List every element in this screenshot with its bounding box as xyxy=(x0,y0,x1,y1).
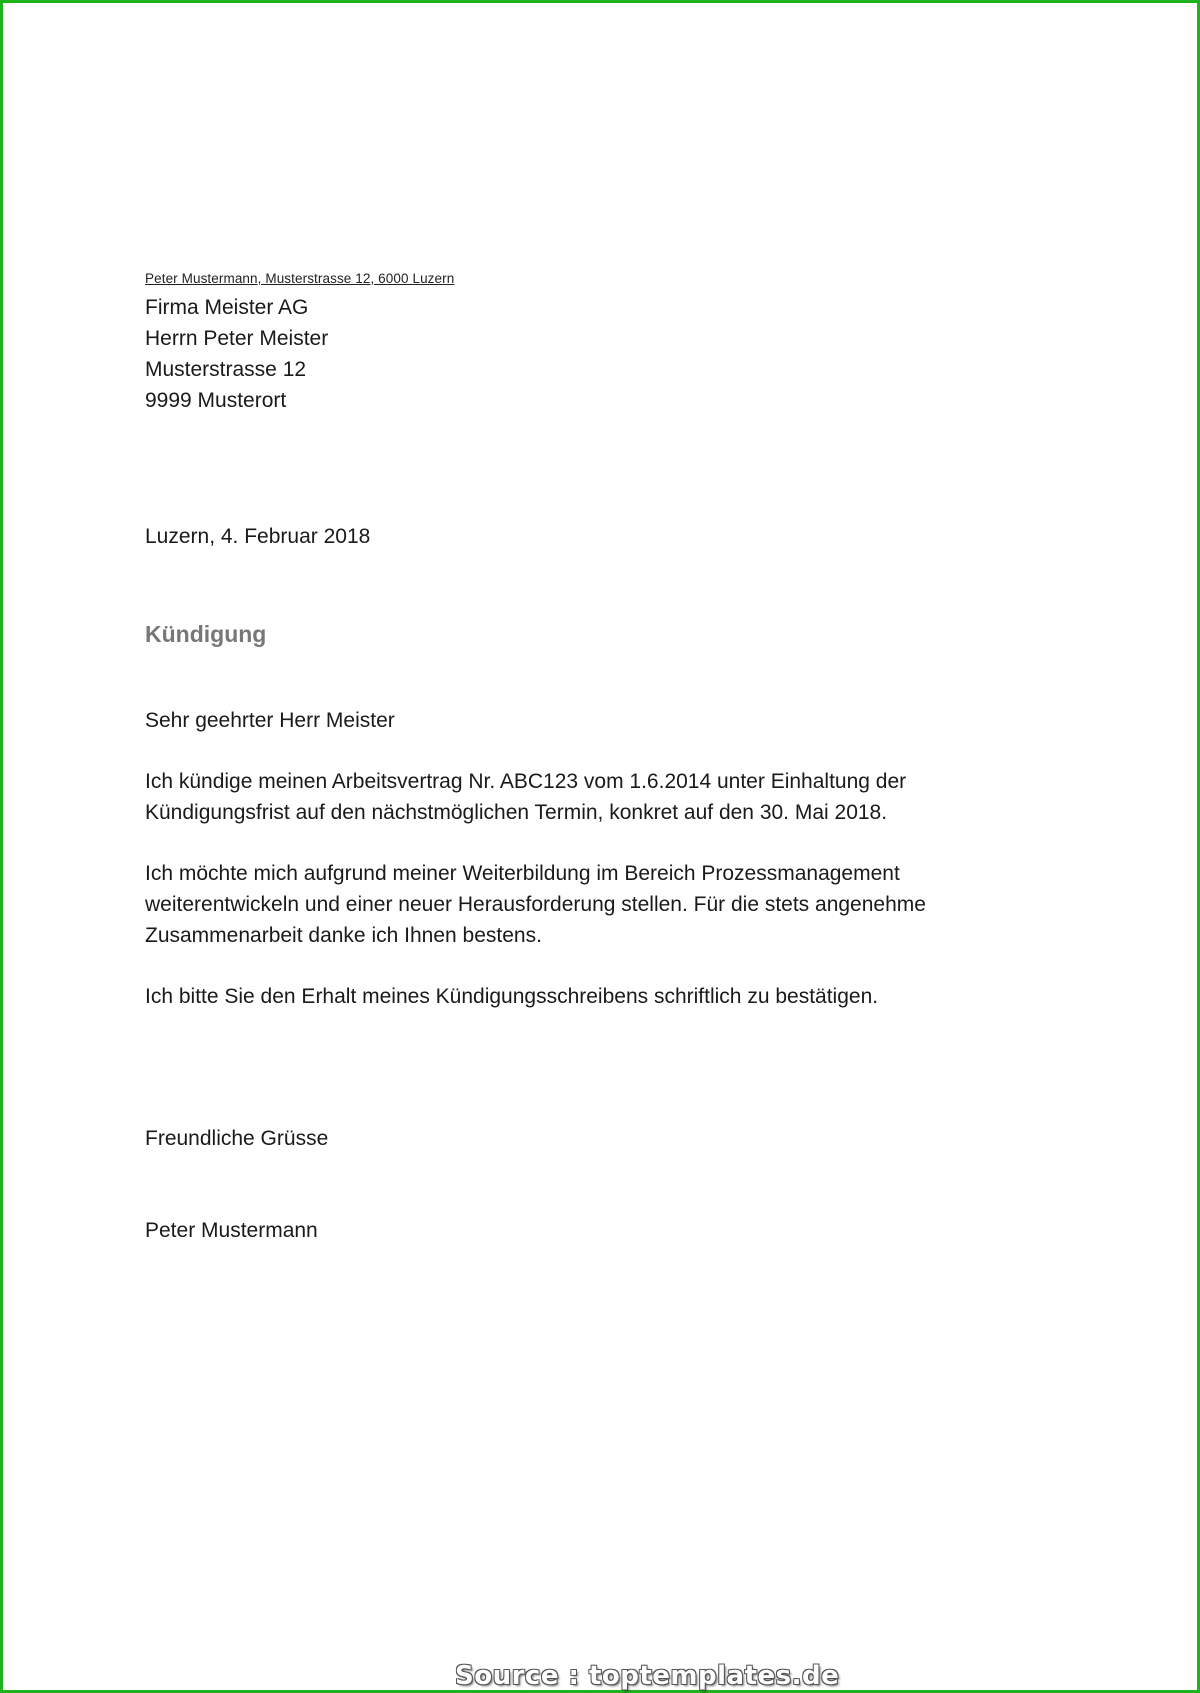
subject-heading: Kündigung xyxy=(145,621,267,647)
body-paragraph: Ich möchte mich aufgrund meiner Weiterbildung im Bereich Prozessmanagement weiterentwickeln und einer neuer Herausforderung stellen. Für die stets angenehme Zusammenarbeit danke ich Ihnen bestens. xyxy=(145,862,926,947)
recipient-street: Musterstrasse 12 xyxy=(145,358,307,381)
closing: Freundliche Grüsse xyxy=(145,1127,329,1150)
letter-body xyxy=(145,705,1025,1042)
sender-return-address: Peter Mustermann, Musterstrasse 12, 6000 Luzern xyxy=(145,271,455,286)
source-watermark: Source : toptemplates.de xyxy=(455,1661,840,1691)
body-paragraph: Ich bitte Sie den Erhalt meines Kündigungsschreibens schriftlich zu bestätigen. xyxy=(145,985,879,1008)
place-date: Luzern, 4. Februar 2018 xyxy=(145,525,371,548)
recipient-company: Firma Meister AG xyxy=(145,296,309,319)
signature-name: Peter Mustermann xyxy=(145,1219,318,1242)
letter xyxy=(145,271,1045,1242)
recipient-address xyxy=(145,292,1045,416)
recipient-city: 9999 Musterort xyxy=(145,389,287,412)
body-paragraph: Ich kündige meinen Arbeitsvertrag Nr. ABC123 vom 1.6.2014 unter Einhaltung der Kündigungsfrist auf den nächstmöglichen Termin, konkret auf den 30. Mai 2018. xyxy=(145,770,907,824)
salutation: Sehr geehrter Herr Meister xyxy=(145,709,395,732)
recipient-name: Herrn Peter Meister xyxy=(145,327,329,350)
